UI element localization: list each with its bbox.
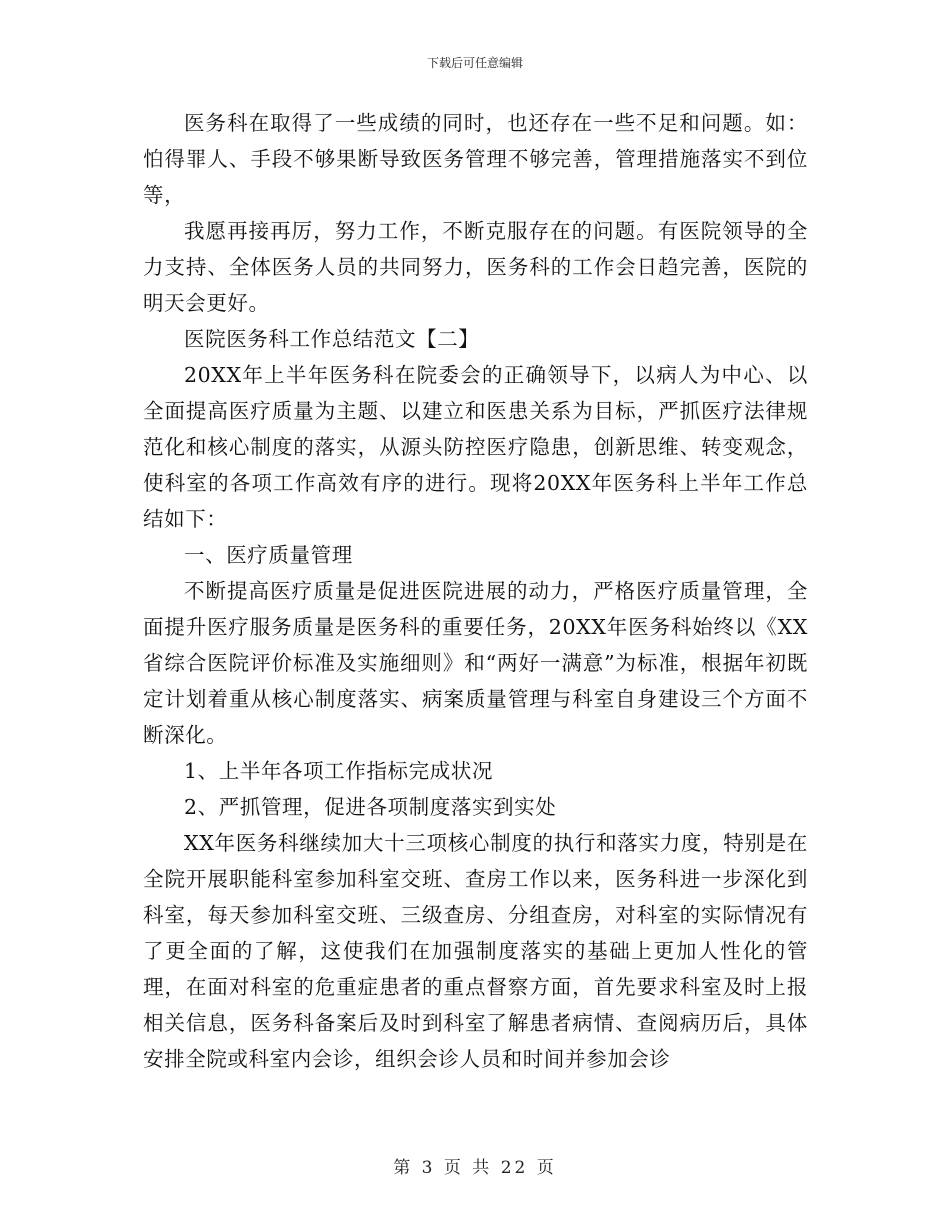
paragraph-5: XX年医务科继续加大十三项核心制度的执行和落实力度，特别是在全院开展职能科室参加科室交班、查房工作以来，医务科进一步深化到科室，每天参加科室交班、三级查房、分组查房，对科室的实际情况有了更全面的了解，这使我们在加强制度落实的基础上更加人性化的管理，在面对科室的危重症患者的重点督察方面，首先要求科室及时上报相关信息，医务科备案后及时到科室了解患者病情、查阅病历后，具体安排全院或科室内会诊，组织会诊人员和时间并参加会诊 xyxy=(143,831,808,1071)
heading-1: 一、医疗质量管理 xyxy=(184,543,353,567)
subheading-1: 1、上半年各项工作指标完成状况 xyxy=(184,759,494,783)
paragraph-2: 我愿再接再厉，努力工作，不断克服存在的问题。有医院领导的全力支持、全体医务人员的共同努力，医务科的工作会日趋完善，医院的明天会更好。 xyxy=(143,219,808,315)
document-body xyxy=(143,105,808,1077)
subheading-2: 2、严抓管理，促进各项制度落实到实处 xyxy=(184,795,557,819)
section-title: 医院医务科工作总结范文【二】 xyxy=(184,327,480,351)
paragraph-3: 20XX年上半年医务科在院委会的正确领导下，以病人为中心、以全面提高医疗质量为主题、以建立和医患关系为目标，严抓医疗法律规范化和核心制度的落实，从源头防控医疗隐患，创新思维、转变观念，使科室的各项工作高效有序的进行。现将20XX年医务科上半年工作总结如下： xyxy=(143,363,808,531)
page-header: 下载后可任意编辑 xyxy=(426,56,523,70)
page-number: 第 3 页 共 22 页 xyxy=(393,1158,557,1178)
paragraph-4: 不断提高医疗质量是促进医院进展的动力，严格医疗质量管理，全面提升医疗服务质量是医务科的重要任务，20XX年医务科始终以《XX省综合医院评价标准及实施细则》和“两好一满意”为标准，根据年初既定计划着重从核心制度落实、病案质量管理与科室自身建设三个方面不断深化。 xyxy=(143,579,808,747)
paragraph-1: 医务科在取得了一些成绩的同时，也还存在一些不足和问题。如：怕得罪人、手段不够果断导致医务管理不够完善，管理措施落实不到位等， xyxy=(143,111,808,207)
